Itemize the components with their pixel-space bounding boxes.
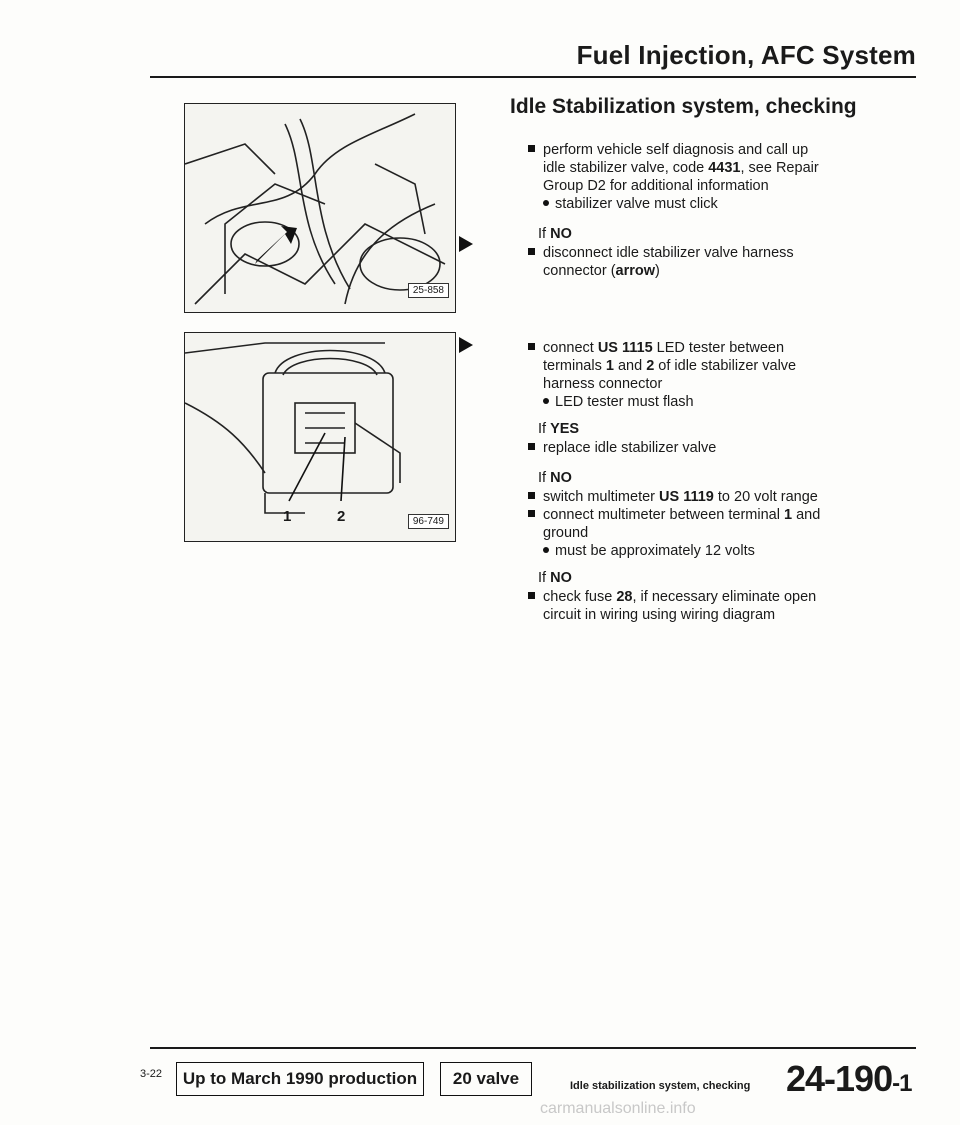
step-multimeter: switch multimeter US 1119 to 20 volt range connect multimeter between terminal 1 and ground must be approximately 12 volts: [528, 488, 868, 560]
step-check-fuse: check fuse 28, if necessary eliminate open circuit in wiring using wiring diagram: [528, 588, 868, 624]
figure-reference-label: 96-749: [408, 514, 449, 529]
step1-line1: perform vehicle self diagnosis and call up: [543, 142, 809, 158]
step-self-diagnosis: [528, 141, 868, 213]
left-page-number: 3-22: [140, 1068, 163, 1080]
condition-no: If NO: [538, 570, 572, 586]
pointer-arrow-icon: [459, 236, 473, 252]
step1-line2: idle stabilizer valve, code: [543, 160, 709, 176]
procedure-title: Idle Stabilization system, checking: [510, 95, 857, 118]
step-led-test: connect US 1115 LED tester between terminals 1 and 2 of idle stabilizer valve harness connector LED tester must flash: [528, 339, 868, 411]
engine-bay-figure: [184, 103, 456, 313]
step-replace: replace idle stabilizer valve: [528, 439, 868, 457]
condition-yes: If YES: [538, 421, 580, 437]
pointer-arrow-icon: [459, 337, 473, 353]
step2-line1: disconnect idle stabilizer valve harness: [543, 245, 794, 261]
condition-no: If NO: [538, 226, 572, 242]
step-disconnect: disconnect idle stabilizer valve harness connector (arrow): [528, 244, 868, 280]
connector-illustration: [185, 333, 455, 541]
header-rule: [150, 76, 916, 78]
diagnosis-code: 4431: [708, 160, 741, 176]
step1-check: stabilizer valve must click: [555, 196, 718, 212]
figure-reference-label: 25-858: [408, 283, 449, 298]
engine-bay-illustration: [185, 104, 455, 312]
step1-line3: Group D2 for additional information: [543, 178, 769, 194]
watermark: carmanualsonline.info: [540, 1100, 696, 1117]
engine-variant-box: 20 valve: [440, 1062, 532, 1096]
production-range-box: Up to March 1990 production: [176, 1062, 424, 1096]
section-title: Fuel Injection, AFC System: [576, 40, 916, 70]
footer-caption: Idle stabilization system, checking: [570, 1080, 751, 1092]
connector-figure: [184, 332, 456, 542]
callout-1: 1: [283, 508, 292, 525]
callout-2: 2: [337, 508, 346, 525]
footer-rule: [150, 1047, 916, 1049]
page-number: 24-190-1: [786, 1058, 912, 1099]
step1-line2-end: , see Repair: [740, 160, 819, 176]
condition-no: If NO: [538, 470, 572, 486]
